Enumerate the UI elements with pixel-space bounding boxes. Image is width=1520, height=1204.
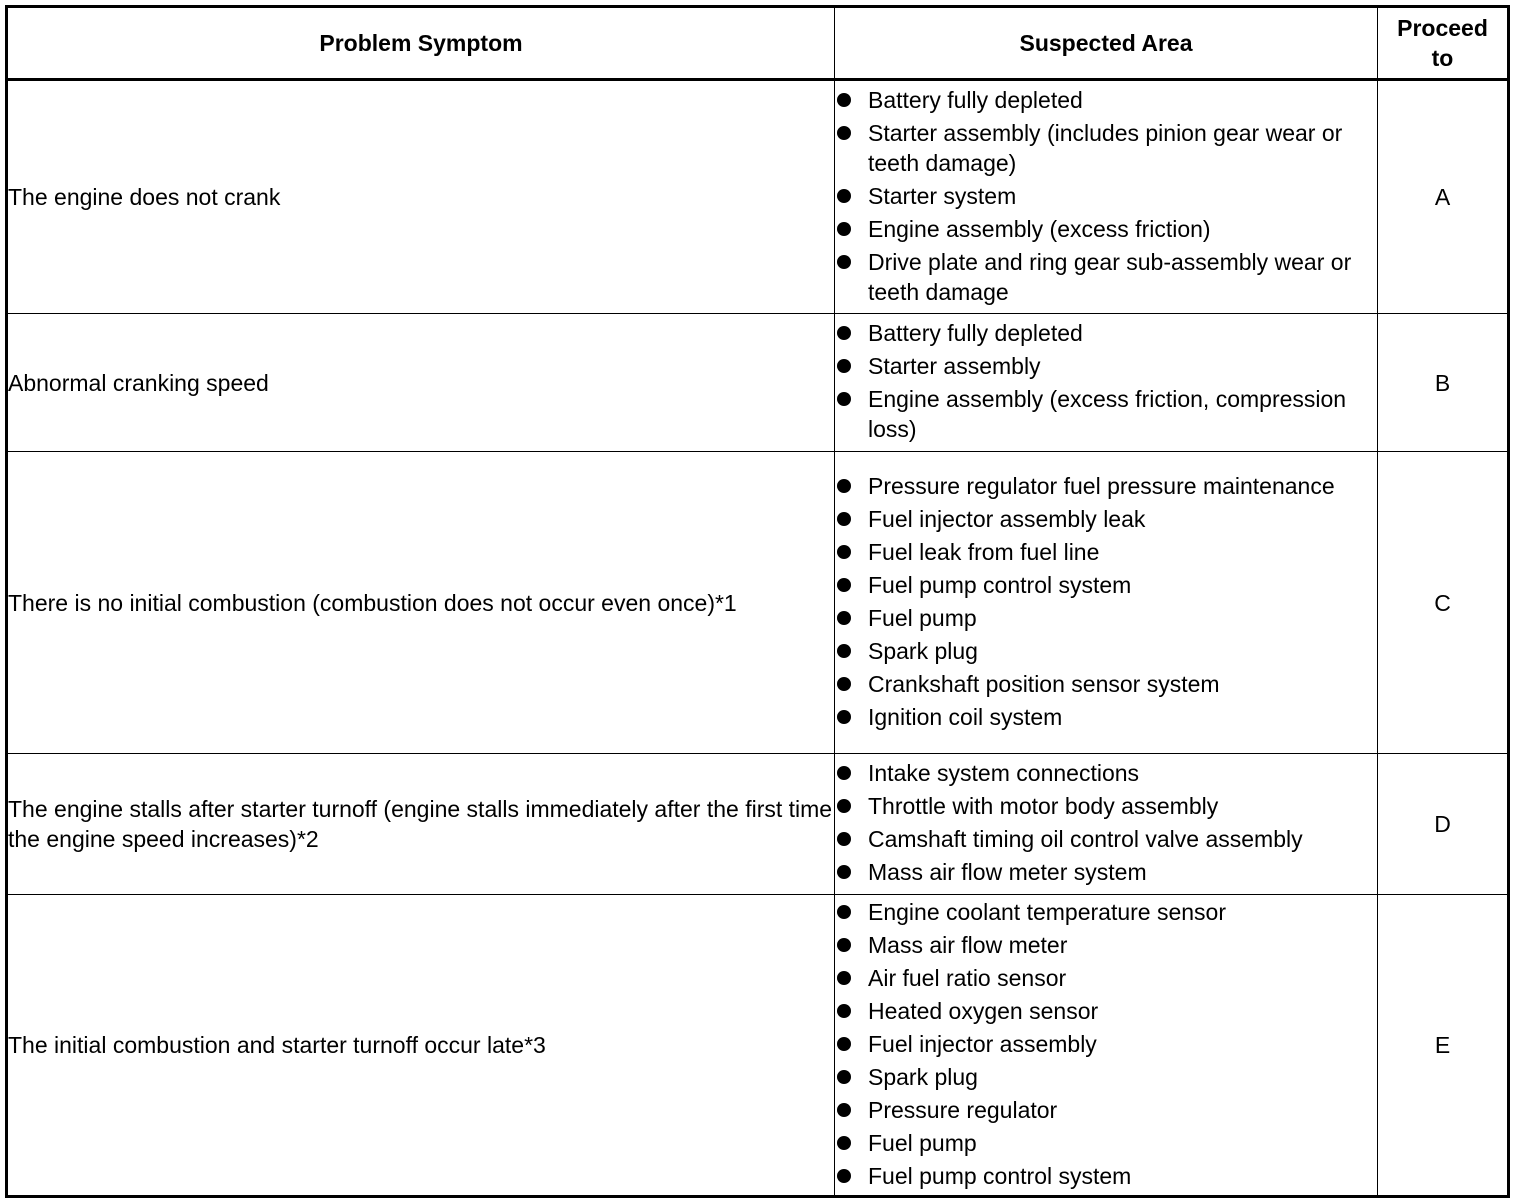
suspected-area-item: Spark plug (835, 636, 1377, 666)
table-row (7, 452, 1509, 754)
suspected-area-item: Battery fully depleted (835, 318, 1377, 348)
symptom-cell: The initial combustion and starter turnoff occur late*3 (7, 895, 835, 1197)
suspected-area-item: Engine coolant temperature sensor (835, 897, 1377, 927)
proceed-cell: E (1378, 895, 1509, 1197)
suspected-area-item: Pressure regulator fuel pressure maintenance (835, 471, 1377, 501)
suspected-area-item: Starter system (835, 181, 1377, 211)
symptom-cell: The engine stalls after starter turnoff (engine stalls immediately after the first time the engine speed increases)*2 (7, 754, 835, 895)
suspected-area-item: Fuel leak from fuel line (835, 537, 1377, 567)
suspected-area-cell (835, 895, 1378, 1197)
suspected-area-list (835, 318, 1377, 444)
suspected-area-item: Starter assembly (includes pinion gear wear or teeth damage) (835, 118, 1377, 178)
suspected-area-item: Pressure regulator (835, 1095, 1377, 1125)
suspected-area-cell (835, 754, 1378, 895)
proceed-cell: C (1378, 452, 1509, 754)
suspected-area-item: Starter assembly (835, 351, 1377, 381)
suspected-area-item: Fuel pump control system (835, 570, 1377, 600)
table-row (7, 895, 1509, 1197)
proceed-cell: B (1378, 314, 1509, 452)
suspected-area-list (835, 897, 1377, 1191)
suspected-area-item: Crankshaft position sensor system (835, 669, 1377, 699)
header-suspected-area: Suspected Area (835, 7, 1378, 80)
proceed-cell: A (1378, 80, 1509, 314)
suspected-area-item: Fuel injector assembly (835, 1029, 1377, 1059)
header-problem-symptom: Problem Symptom (7, 7, 835, 80)
suspected-area-item: Fuel injector assembly leak (835, 504, 1377, 534)
suspected-area-item: Drive plate and ring gear sub-assembly wear or teeth damage (835, 247, 1377, 307)
symptom-cell: Abnormal cranking speed (7, 314, 835, 452)
header-proceed-to: Proceed to (1378, 7, 1509, 80)
suspected-area-item: Intake system connections (835, 758, 1377, 788)
symptom-cell: There is no initial combustion (combustion does not occur even once)*1 (7, 452, 835, 754)
suspected-area-list (835, 471, 1377, 732)
suspected-area-item: Engine assembly (excess friction) (835, 214, 1377, 244)
suspected-area-item: Fuel pump (835, 1128, 1377, 1158)
suspected-area-item: Throttle with motor body assembly (835, 791, 1377, 821)
suspected-area-cell (835, 80, 1378, 314)
suspected-area-list (835, 758, 1377, 887)
suspected-area-list (835, 85, 1377, 307)
suspected-area-item: Mass air flow meter (835, 930, 1377, 960)
suspected-area-item: Engine assembly (excess friction, compression loss) (835, 384, 1377, 444)
suspected-area-item: Heated oxygen sensor (835, 996, 1377, 1026)
suspected-area-cell (835, 452, 1378, 754)
symptom-table (5, 5, 1510, 1198)
proceed-cell: D (1378, 754, 1509, 895)
header-row (7, 7, 1509, 80)
suspected-area-item: Camshaft timing oil control valve assembly (835, 824, 1377, 854)
table-row (7, 754, 1509, 895)
suspected-area-item: Mass air flow meter system (835, 857, 1377, 887)
suspected-area-item: Ignition coil system (835, 702, 1377, 732)
suspected-area-item: Air fuel ratio sensor (835, 963, 1377, 993)
table-row (7, 80, 1509, 314)
suspected-area-item: Fuel pump control system (835, 1161, 1377, 1191)
symptom-cell: The engine does not crank (7, 80, 835, 314)
suspected-area-cell (835, 314, 1378, 452)
suspected-area-item: Spark plug (835, 1062, 1377, 1092)
table-row (7, 314, 1509, 452)
suspected-area-item: Battery fully depleted (835, 85, 1377, 115)
suspected-area-item: Fuel pump (835, 603, 1377, 633)
